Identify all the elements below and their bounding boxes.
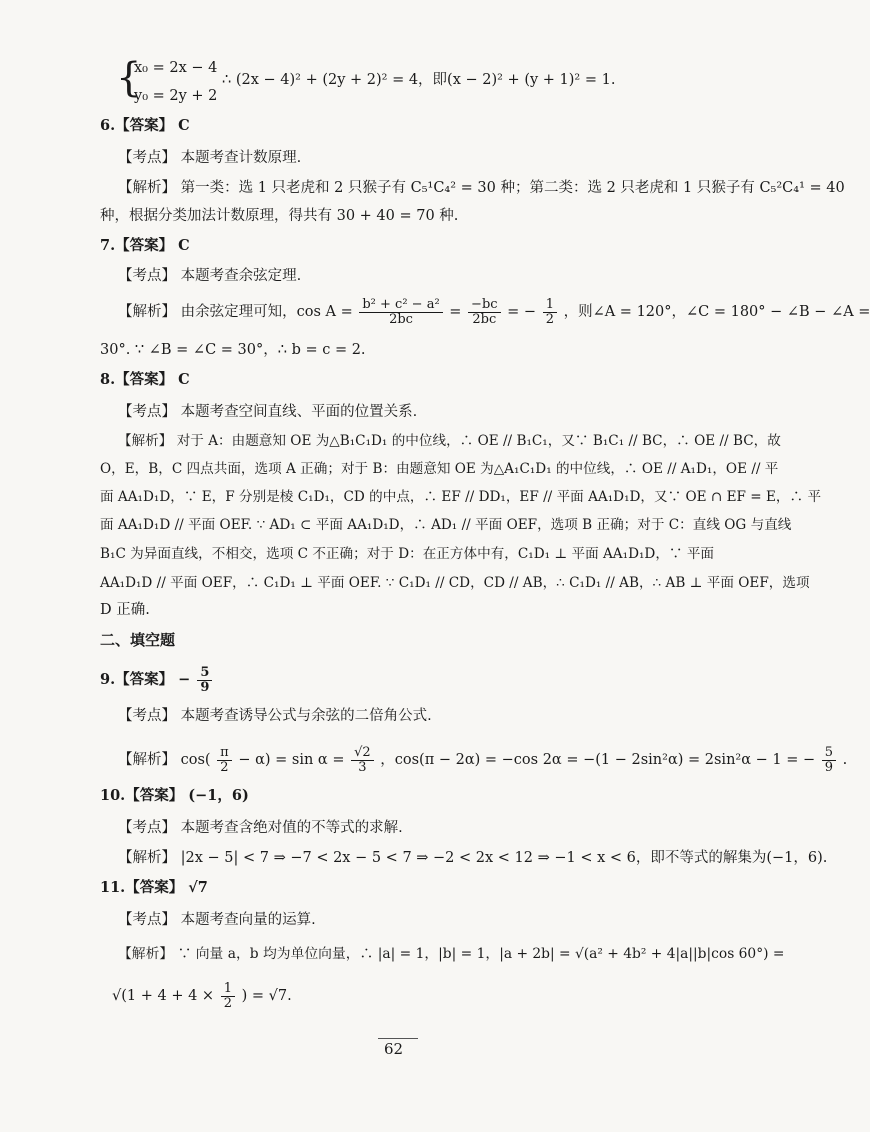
q11-text-b: ) = √7. (241, 988, 292, 1005)
q7-frac1-den: 2bc (389, 311, 413, 327)
q9-text-d: . (842, 752, 848, 769)
q9-f3-num: 5 (822, 746, 836, 761)
q9-text-a: 【解析】 cos( (118, 752, 211, 769)
q11-jiexi-line1: 【解析】 ∵ 向量 a，b 均为单位向量，∴ |a| = 1，|b| = 1，|a + 2b| = √(a² + 4b² + 4|a||b|cos 60°) = (118, 946, 785, 962)
q7-text-b: ，则∠A = 120°，∠C = 180° − ∠B − ∠A = (563, 304, 870, 321)
q7-answer: 7.【答案】 C (100, 237, 190, 254)
q10-kaodian: 【考点】 本题考查含绝对值的不等式的求解. (118, 820, 403, 836)
section-heading: 二、填空题 (100, 631, 176, 649)
q9-f2-den: 3 (358, 759, 367, 775)
q9-frac-2 (351, 746, 374, 774)
q7-jiexi-line1 (118, 298, 870, 326)
q7-frac2-den: 2bc (472, 311, 497, 327)
q9-frac-3 (822, 746, 836, 774)
q11-answer: 11.【答案】 √7 (100, 879, 208, 896)
q7-kaodian: 【考点】 本题考查余弦定理. (118, 268, 302, 284)
q7-eq2: = − (507, 304, 537, 321)
intro-eq2: y₀ = 2y + 2 (134, 88, 218, 104)
intro-eq1: x₀ = 2x − 4 (134, 60, 218, 76)
q8-kaodian: 【考点】 本题考查空间直线、平面的位置关系. (118, 404, 418, 420)
q7-frac3-num: 1 (543, 298, 557, 313)
q8-jiexi-line5: B₁C 为异面直线，不相交，选项 C 不正确；对于 D：在正方体中有，C₁D₁ ⊥ 平面 AA₁D₁D，∵ 平面 (100, 546, 715, 562)
q6-answer: 6.【答案】 C (100, 117, 190, 134)
q9-f1-den: 2 (220, 759, 229, 775)
q8-jiexi-line6: AA₁D₁D // 平面 OEF，∴ C₁D₁ ⊥ 平面 OEF. ∵ C₁D₁ // CD，CD // AB，∴ C₁D₁ // AB，∴ AB ⊥ 平面 OEF，选项 (100, 575, 810, 591)
q9-ans-num: 5 (197, 666, 212, 681)
q9-text-c: ，cos(π − 2α) = −cos 2α = −(1 − 2sin²α) = 2sin²α − 1 = − (380, 752, 816, 769)
intro-rest: ∴ (2x − 4)² + (2y + 2)² = 4，即(x − 2)² + (y + 1)² = 1. (222, 72, 616, 88)
q8-jiexi-line7: D 正确. (100, 602, 150, 618)
q7-jiexi-line2: 30°. ∵ ∠B = ∠C = 30°，∴ b = c = 2. (100, 342, 366, 358)
q8-jiexi-line3: 面 AA₁D₁D，∵ E，F 分别是棱 C₁D₁，CD 的中点，∴ EF // DD₁，EF // 平面 AA₁D₁D，又∵ OE ∩ EF = E，∴ 平 (100, 489, 822, 505)
q7-fraction-2 (468, 298, 501, 326)
q7-text-a: 【解析】 由余弦定理可知，cos A = (118, 304, 353, 321)
q11-f-den: 2 (223, 995, 232, 1011)
q8-jiexi-line2: O，E，B，C 四点共面，选项 A 正确；对于 B：由题意知 OE 为△A₁C₁D₁ 的中位线，∴ OE // A₁D₁，OE // 平 (100, 461, 779, 477)
q7-eq: = (449, 304, 462, 321)
left-brace: { (116, 55, 142, 101)
q9-ans-den: 9 (200, 679, 210, 695)
q7-fraction-1 (359, 298, 442, 326)
q7-frac1-num: b² + c² − a² (359, 298, 442, 313)
q9-f1-num: π (217, 746, 232, 761)
q8-jiexi-line1: 【解析】 对于 A：由题意知 OE 为△B₁C₁D₁ 的中位线，∴ OE // B₁C₁，又∵ B₁C₁ // BC，∴ OE // BC，故 (118, 433, 781, 449)
q11-text-a: √(1 + 4 + 4 × (112, 988, 215, 1005)
q11-frac (221, 982, 235, 1010)
q11-jiexi-line2 (112, 982, 292, 1010)
q6-jiexi-line2: 种，根据分类加法计数原理，得共有 30 + 40 = 70 种. (100, 208, 459, 224)
q9-answer-label: 9.【答案】 − (100, 671, 191, 689)
page-number: 62 (384, 1040, 404, 1058)
q9-f3-den: 9 (824, 759, 834, 775)
q10-jiexi: 【解析】 |2x − 5| < 7 ⇒ −7 < 2x − 5 < 7 ⇒ −2 < 2x < 12 ⇒ −1 < x < 6，即不等式的解集为(−1，6). (118, 850, 828, 866)
q9-answer (100, 666, 214, 694)
q7-frac3-den: 2 (545, 311, 554, 327)
q11-f-num: 1 (221, 982, 235, 997)
q11-kaodian: 【考点】 本题考查向量的运算. (118, 912, 316, 928)
q7-frac2-num: −bc (468, 298, 501, 313)
q9-text-b: − α) = sin α = (238, 752, 345, 769)
q9-frac-1 (217, 746, 232, 774)
q9-f2-num: √2 (351, 746, 374, 761)
q7-fraction-3 (543, 298, 557, 326)
q6-jiexi-line1: 【解析】 第一类：选 1 只老虎和 2 只猴子有 C₅¹C₄² = 30 种；第二类：选 2 只老虎和 1 只猴子有 C₅²C₄¹ = 40 (118, 180, 845, 196)
q6-kaodian: 【考点】 本题考查计数原理. (118, 150, 302, 166)
page-number-rule (378, 1038, 418, 1039)
q9-kaodian: 【考点】 本题考查诱导公式与余弦的二倍角公式. (118, 708, 432, 724)
q9-jiexi (118, 746, 847, 774)
q10-answer: 10.【答案】 (−1，6) (100, 787, 249, 804)
q8-jiexi-line4: 面 AA₁D₁D // 平面 OEF. ∵ AD₁ ⊂ 平面 AA₁D₁D，∴ AD₁ // 平面 OEF，选项 B 正确；对于 C：直线 OG 与直线 (100, 517, 792, 533)
q9-answer-fraction (197, 666, 212, 694)
q8-answer: 8.【答案】 C (100, 371, 190, 388)
